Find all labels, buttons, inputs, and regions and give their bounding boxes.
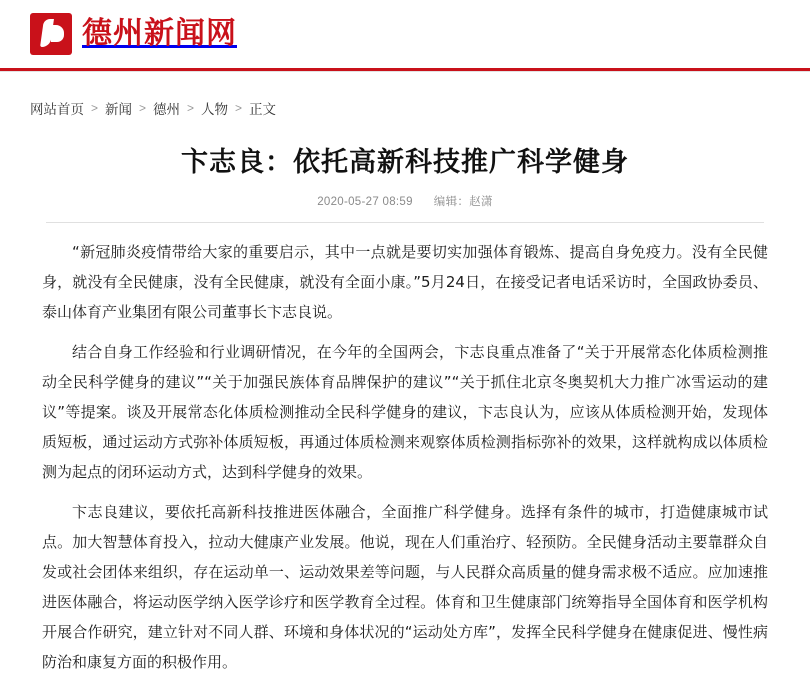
article-body bbox=[42, 237, 768, 677]
breadcrumb-item-news[interactable]: 新闻 bbox=[105, 102, 133, 117]
article-meta bbox=[42, 193, 768, 209]
breadcrumb bbox=[30, 98, 810, 118]
header-thin-rule bbox=[0, 71, 810, 72]
meta-divider bbox=[46, 222, 764, 223]
breadcrumb-item-home[interactable]: 网站首页 bbox=[30, 102, 84, 117]
page-title: 卞志良：依托高新科技推广科学健身 bbox=[181, 147, 629, 178]
breadcrumb-item-dezhou[interactable]: 德州 bbox=[153, 102, 181, 117]
breadcrumb-separator-icon: > bbox=[91, 101, 99, 115]
breadcrumb-separator-icon: > bbox=[235, 101, 243, 115]
editor-label: 编辑：赵潇 bbox=[433, 196, 493, 208]
site-header bbox=[0, 0, 810, 68]
breadcrumb-item-current: 正文 bbox=[249, 102, 277, 117]
site-logo-link[interactable] bbox=[30, 13, 237, 55]
breadcrumb-item-people[interactable]: 人物 bbox=[201, 102, 229, 117]
article-paragraph: “新冠肺炎疫情带给大家的重要启示，其中一点就是要切实加强体育锻炼、提高自身免疫力。没有全民健身，就没有全民健康，没有全民健康，就没有全面小康。”5月24日，在接受记者电话采访时，全国政协委员、泰山体育产业集团有限公司董事长卞志良说。 bbox=[42, 243, 768, 321]
site-name: 德州新闻网 bbox=[82, 16, 237, 51]
flame-logo-icon bbox=[30, 13, 72, 55]
breadcrumb-separator-icon: > bbox=[139, 101, 147, 115]
article bbox=[0, 140, 810, 677]
article-paragraph: 卞志良建议，要依托高新科技推进医体融合，全面推广科学健身。选择有条件的城市，打造健康城市试点。加大智慧体育投入，拉动大健康产业发展。他说，现在人们重治疗、轻预防。全民健身活动主要靠群众自发或社会团体来组织，存在运动单一、运动效果差等问题，与人民群众高质量的健身需求极不适应。应加速推进医体融合，将运动医学纳入医学诊疗和医学教育全过程。体育和卫生健康部门统筹指导全国体育和医学机构开展合作研究，建立针对不同人群、环境和身体状况的“运动处方库”，发挥全民科学健身在健康促进、慢性病防治和康复方面的积极作用。 bbox=[42, 503, 768, 671]
article-paragraph: 结合自身工作经验和行业调研情况，在今年的全国两会，卞志良重点准备了“关于开展常态化体质检测推动全民科学健身的建议”“关于加强民族体育品牌保护的建议”“关于抓住北京冬奥契机大力推广冰雪运动的建议”等提案。谈及开展常态化体质检测推动全民科学健身的建议，卞志良认为，应该从体质检测开始，发现体质短板，通过运动方式弥补体质短板，再通过体质检测来观察体质检测指标弥补的效果，这样就构成以体质检测为起点的闭环运动方式，达到科学健身的效果。 bbox=[42, 343, 768, 481]
breadcrumb-separator-icon: > bbox=[187, 101, 195, 115]
publish-date: 2020-05-27 08:59 bbox=[317, 196, 413, 208]
